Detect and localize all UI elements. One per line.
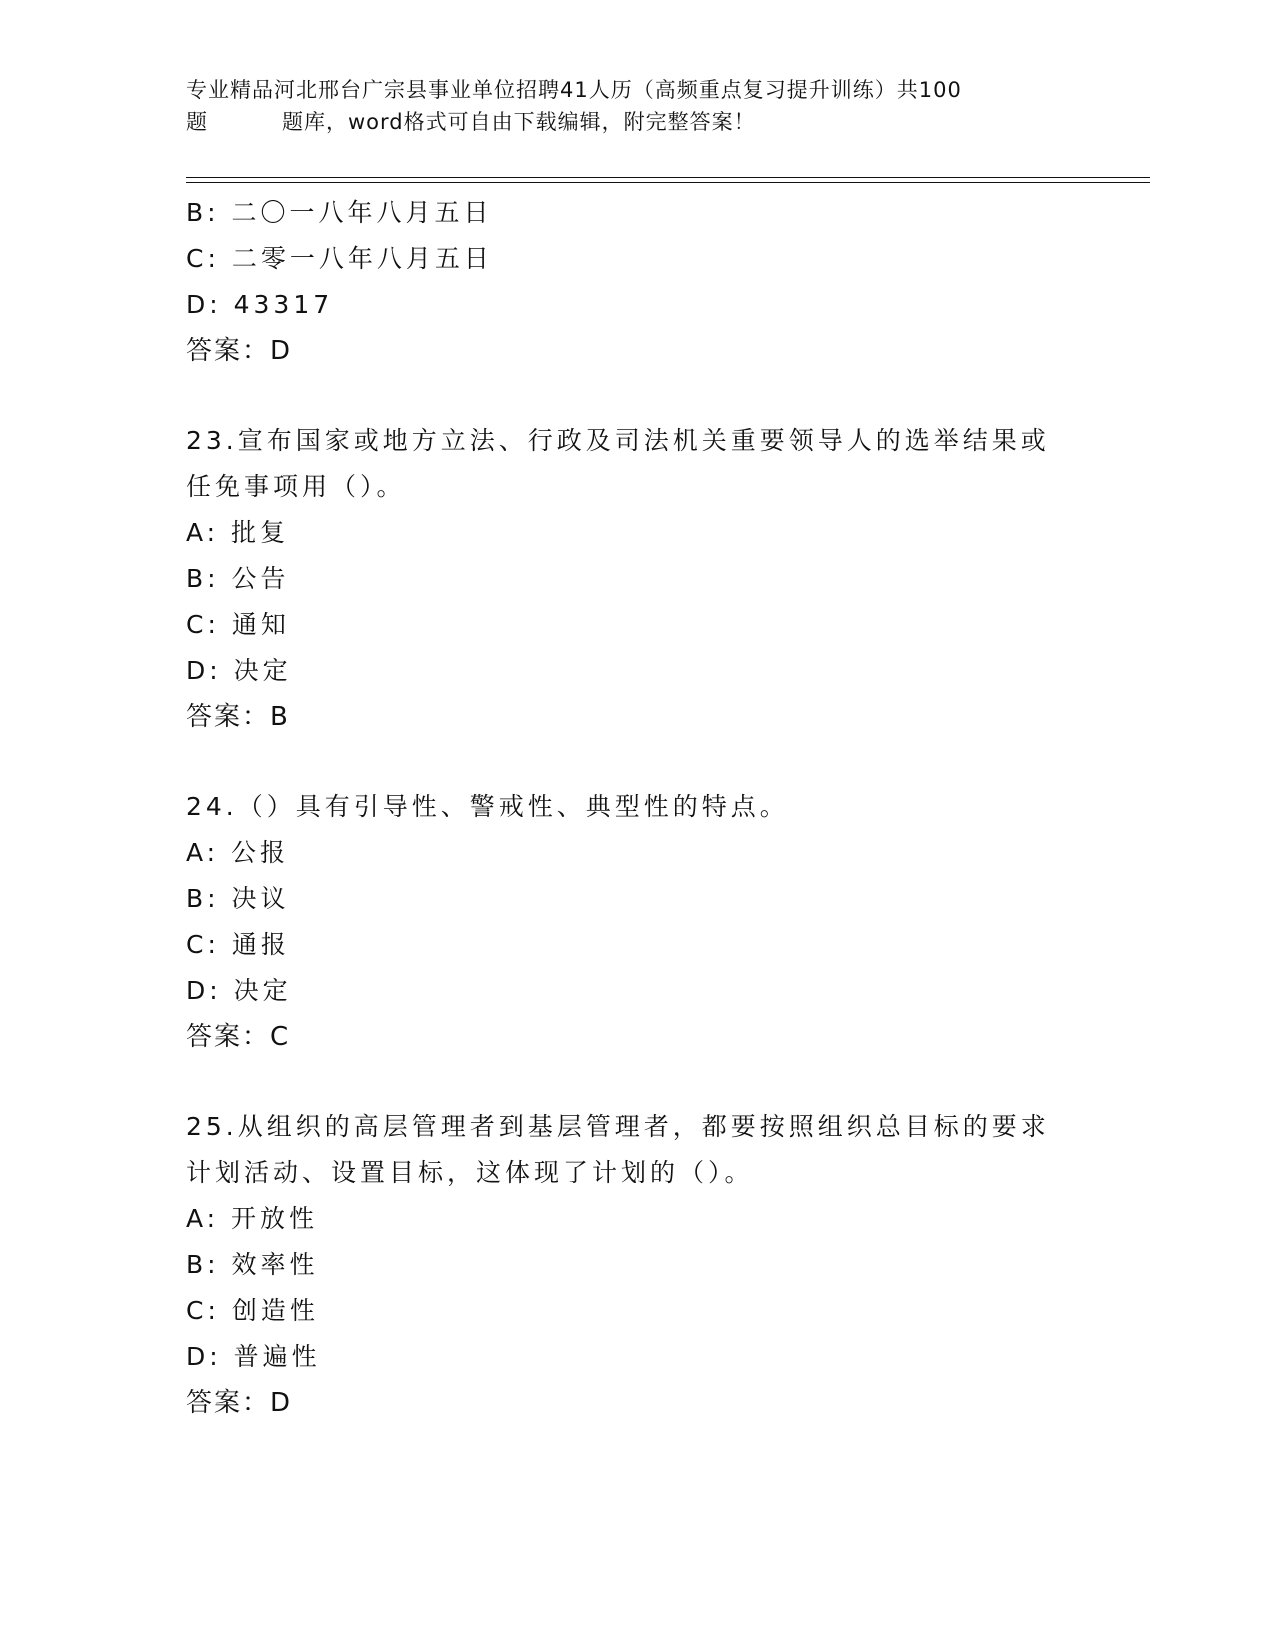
option-b: B: 决议 [186, 884, 290, 913]
document-header [186, 74, 1086, 138]
answer-line: 答案：B [186, 702, 290, 732]
spacer [186, 374, 1086, 418]
option-a: A: 批复 [186, 518, 290, 547]
option-d: D: 决定 [186, 656, 292, 685]
header-title-line-1: 专业精品河北邢台广宗县事业单位招聘41人历（高频重点复习提升训练）共100 [186, 78, 962, 102]
option-c: C: 通知 [186, 610, 290, 639]
question-block-22 [186, 190, 1086, 374]
answer-line: 答案：D [186, 336, 293, 366]
answer-line: 答案：C [186, 1022, 291, 1052]
header-title-line-2 [186, 106, 1086, 138]
option-d: D: 普遍性 [186, 1342, 321, 1371]
spacer [186, 740, 1086, 784]
option-a: A: 公报 [186, 838, 290, 867]
option-b: B: 二〇一八年八月五日 [186, 198, 493, 227]
header-subtitle: 题库，word格式可自由下载编辑，附完整答案！ [282, 110, 756, 134]
question-text: 24.（）具有引导性、警戒性、典型性的特点。 [186, 792, 789, 821]
answer-line: 答案：D [186, 1388, 293, 1418]
option-d: D: 决定 [186, 976, 292, 1005]
question-block-25 [186, 1104, 1086, 1426]
header-divider-bottom [186, 182, 1150, 183]
question-text: 23.宣布国家或地方立法、行政及司法机关重要领导人的选举结果或任免事项用（）。 [186, 426, 1050, 501]
option-a: A: 开放性 [186, 1204, 319, 1233]
option-c: C: 通报 [186, 930, 290, 959]
option-c: C: 创造性 [186, 1296, 319, 1325]
question-block-23 [186, 418, 1086, 740]
option-b: B: 公告 [186, 564, 290, 593]
option-b: B: 效率性 [186, 1250, 319, 1279]
option-c: C: 二零一八年八月五日 [186, 244, 493, 273]
spacer [186, 1060, 1086, 1104]
question-block-24 [186, 784, 1086, 1060]
option-d: D: 43317 [186, 290, 334, 319]
header-divider-top [186, 177, 1150, 178]
question-list [186, 190, 1086, 1426]
header-title-fragment: 题 [186, 110, 208, 134]
question-text: 25.从组织的高层管理者到基层管理者，都要按照组织总目标的要求计划活动、设置目标，这体现了计划的（）。 [186, 1112, 1050, 1187]
